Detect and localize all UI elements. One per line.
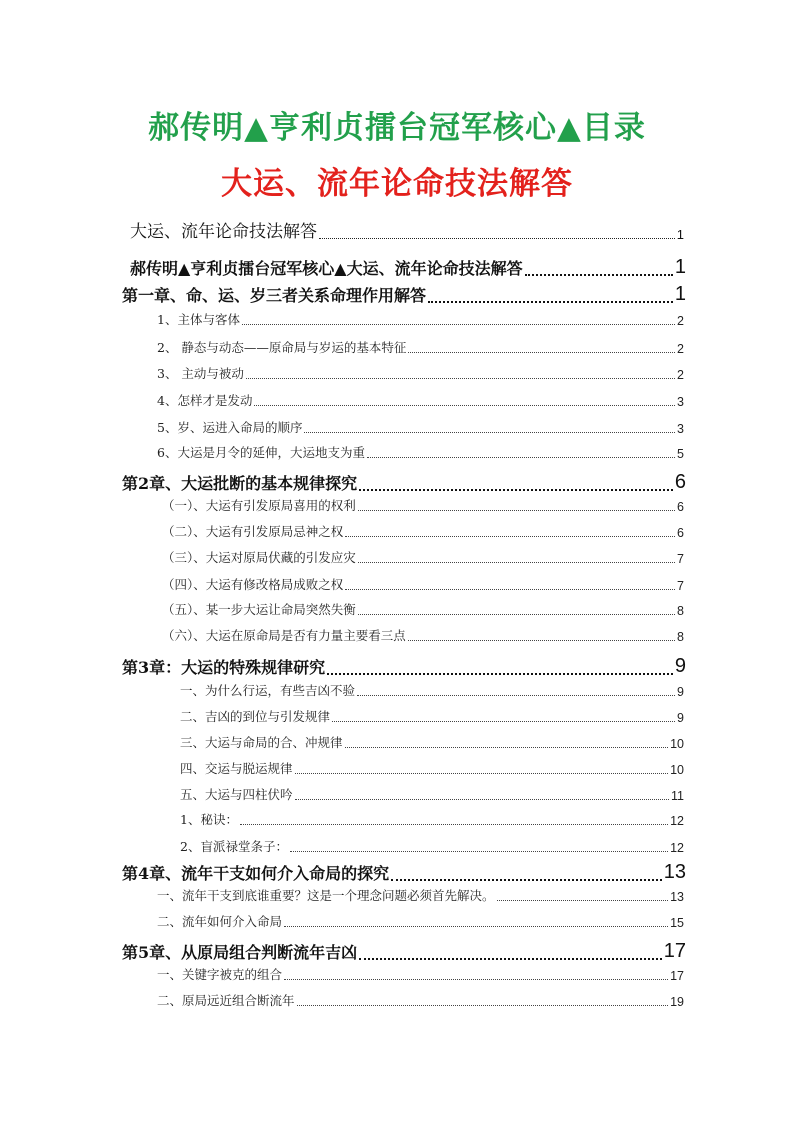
toc-entry[interactable] bbox=[180, 679, 684, 699]
toc-entry[interactable] bbox=[157, 963, 684, 983]
toc-entry[interactable] bbox=[162, 598, 684, 618]
toc-entry-label: 2、 静态与动态——原命局与岁运的基本特征 bbox=[157, 340, 407, 355]
dot-leader bbox=[332, 720, 675, 722]
toc-entry-page-number: 9 bbox=[677, 685, 684, 699]
toc-entry[interactable] bbox=[162, 494, 684, 514]
toc-entry-page-number: 9 bbox=[674, 655, 686, 677]
toc-entry-page-number: 5 bbox=[677, 447, 684, 461]
toc-entry-page-number: 10 bbox=[670, 737, 684, 751]
toc-entry[interactable] bbox=[157, 884, 684, 904]
dot-leader bbox=[327, 672, 673, 675]
dot-leader bbox=[358, 613, 675, 615]
toc-entry-page-number: 1 bbox=[674, 283, 686, 305]
toc-entry-page-number: 6 bbox=[677, 526, 684, 540]
dot-leader bbox=[295, 772, 669, 774]
toc-entry-page-number: 15 bbox=[670, 916, 684, 930]
toc-entry-page-number: 13 bbox=[663, 861, 686, 883]
toc-entry-page-number: 2 bbox=[677, 314, 684, 328]
toc-entry-label: 3、 主动与被动 bbox=[157, 366, 244, 381]
toc-entry[interactable] bbox=[122, 858, 686, 884]
toc-entry-label: 第一章、命、运、岁三者关系命理作用解答 bbox=[122, 286, 427, 305]
toc-entry[interactable] bbox=[157, 441, 684, 461]
toc-entry[interactable] bbox=[130, 218, 684, 242]
toc-entry-label: 二、原局远近组合断流年 bbox=[157, 993, 295, 1008]
toc-entry-label: 一、关键字被克的组合 bbox=[157, 967, 283, 982]
dot-leader bbox=[246, 377, 675, 379]
dot-leader bbox=[408, 351, 675, 353]
toc-entry-label: 三、大运与命局的合、冲规律 bbox=[180, 735, 343, 750]
toc-entry-label: 二、吉凶的到位与引发规律 bbox=[180, 709, 331, 724]
toc-entry-label: 1、秘诀： bbox=[180, 812, 238, 827]
toc-entry-label: 4、怎样才是发动 bbox=[157, 393, 253, 408]
toc-entry-label: 第4章、流年干支如何介入命局的探究 bbox=[122, 864, 390, 883]
dot-leader bbox=[359, 957, 662, 960]
dot-leader bbox=[284, 925, 668, 927]
toc-entry[interactable] bbox=[122, 652, 686, 678]
toc-entry-page-number: 17 bbox=[670, 969, 684, 983]
toc-entry[interactable] bbox=[122, 937, 686, 963]
toc-entry-label: 2、盲派禄堂条子： bbox=[180, 839, 288, 854]
document-title: 郝传明▲亨利贞擂台冠军核心▲目录 bbox=[148, 110, 646, 146]
dot-leader bbox=[525, 273, 673, 276]
toc-entry-page-number: 19 bbox=[670, 995, 684, 1009]
dot-leader bbox=[319, 237, 675, 239]
toc-entry-page-number: 13 bbox=[670, 890, 684, 904]
toc-entry-label: （一）、大运有引发原局喜用的权利 bbox=[162, 498, 356, 513]
dot-leader bbox=[391, 878, 662, 881]
toc-entry-page-number: 2 bbox=[677, 368, 684, 382]
toc-entry[interactable] bbox=[157, 336, 684, 356]
toc-entry-page-number: 3 bbox=[677, 395, 684, 409]
toc-entry-page-number: 17 bbox=[663, 940, 686, 962]
dot-leader bbox=[428, 300, 673, 303]
dot-leader bbox=[290, 850, 668, 852]
toc-entry-label: 二、流年如何介入命局 bbox=[157, 914, 283, 929]
toc-entry-page-number: 9 bbox=[677, 711, 684, 725]
toc-entry-label: （三）、大运对原局伏藏的引发应灾 bbox=[162, 550, 356, 565]
toc-entry-page-number: 6 bbox=[674, 471, 686, 493]
dot-leader bbox=[242, 323, 675, 325]
toc-entry-label: 1、主体与客体 bbox=[157, 312, 240, 327]
toc-entry-label: 郝传明▲亨利贞擂台冠军核心▲大运、流年论命技法解答 bbox=[130, 259, 523, 278]
toc-entry-label: （五）、某一步大运让命局突然失衡 bbox=[162, 602, 356, 617]
toc-entry[interactable] bbox=[180, 757, 684, 777]
toc-entry[interactable] bbox=[157, 910, 684, 930]
toc-entry-page-number: 11 bbox=[671, 789, 684, 803]
toc-entry[interactable] bbox=[122, 468, 686, 494]
toc-entry-label: 第5章、从原局组合判断流年吉凶 bbox=[122, 943, 358, 962]
toc-entry-label: （二）、大运有引发原局忌神之权 bbox=[162, 524, 344, 539]
toc-entry[interactable] bbox=[180, 705, 684, 725]
toc-entry-page-number: 7 bbox=[677, 552, 684, 566]
dot-leader bbox=[284, 978, 668, 980]
toc-entry-label: 一、流年干支到底谁重要？这是一个理念问题必须首先解决。 bbox=[157, 888, 495, 903]
toc-entry-page-number: 3 bbox=[677, 422, 684, 436]
toc-entry-page-number: 1 bbox=[676, 227, 684, 242]
dot-leader bbox=[240, 823, 668, 825]
toc-entry[interactable] bbox=[162, 546, 684, 566]
toc-entry-label: 四、交运与脱运规律 bbox=[180, 761, 293, 776]
toc-entry-label: 第3章：大运的特殊规律研究 bbox=[122, 658, 326, 677]
dot-leader bbox=[345, 746, 669, 748]
dot-leader bbox=[367, 456, 675, 458]
toc-entry-page-number: 8 bbox=[677, 604, 684, 618]
toc-entry[interactable] bbox=[157, 389, 684, 409]
dot-leader bbox=[345, 535, 675, 537]
toc-entry-label: 五、大运与四柱伏吟 bbox=[180, 787, 293, 802]
toc-entry-label: （六）、大运在原命局是否有力量主要看三点 bbox=[162, 628, 406, 643]
toc-entry-label: 大运、流年论命技法解答 bbox=[130, 222, 317, 242]
toc-entry-label: 6、大运是月令的延伸，大运地支为重 bbox=[157, 445, 365, 460]
toc-entry[interactable] bbox=[180, 731, 684, 751]
toc-entry-label: 5、岁、运进入命局的顺序 bbox=[157, 420, 303, 435]
toc-entry[interactable] bbox=[157, 989, 684, 1009]
toc-entry[interactable] bbox=[157, 362, 684, 382]
toc-entry[interactable] bbox=[157, 416, 684, 436]
toc-entry[interactable] bbox=[122, 280, 686, 306]
toc-entry-page-number: 10 bbox=[670, 763, 684, 777]
toc-entry[interactable] bbox=[157, 308, 684, 328]
toc-entry-page-number: 8 bbox=[677, 630, 684, 644]
toc-entry[interactable] bbox=[180, 783, 684, 803]
toc-entry-page-number: 7 bbox=[677, 579, 684, 593]
toc-entry-page-number: 6 bbox=[677, 500, 684, 514]
toc-entry[interactable] bbox=[180, 835, 684, 855]
toc-entry-page-number: 12 bbox=[670, 841, 684, 855]
dot-leader bbox=[304, 431, 675, 433]
dot-leader bbox=[408, 639, 675, 641]
toc-entry-label: 第2章、大运批断的基本规律探究 bbox=[122, 474, 358, 493]
dot-leader bbox=[254, 404, 675, 406]
dot-leader bbox=[345, 588, 675, 590]
dot-leader bbox=[497, 899, 669, 901]
dot-leader bbox=[358, 561, 675, 563]
toc-entry[interactable] bbox=[130, 253, 686, 279]
toc-entry-page-number: 1 bbox=[674, 256, 686, 278]
dot-leader bbox=[297, 1004, 669, 1006]
dot-leader bbox=[295, 798, 670, 800]
toc-entry[interactable] bbox=[180, 808, 684, 828]
toc-entry[interactable] bbox=[162, 520, 684, 540]
toc-entry[interactable] bbox=[162, 624, 684, 644]
dot-leader bbox=[358, 509, 675, 511]
document-subtitle: 大运、流年论命技法解答 bbox=[221, 166, 573, 202]
toc-entry-page-number: 2 bbox=[677, 342, 684, 356]
toc-entry-label: 一、为什么行运，有些吉凶不验 bbox=[180, 683, 356, 698]
toc-entry-label: （四）、大运有修改格局成败之权 bbox=[162, 577, 344, 592]
toc-entry-page-number: 12 bbox=[670, 814, 684, 828]
dot-leader bbox=[359, 488, 673, 491]
toc-entry[interactable] bbox=[162, 573, 684, 593]
dot-leader bbox=[357, 694, 675, 696]
